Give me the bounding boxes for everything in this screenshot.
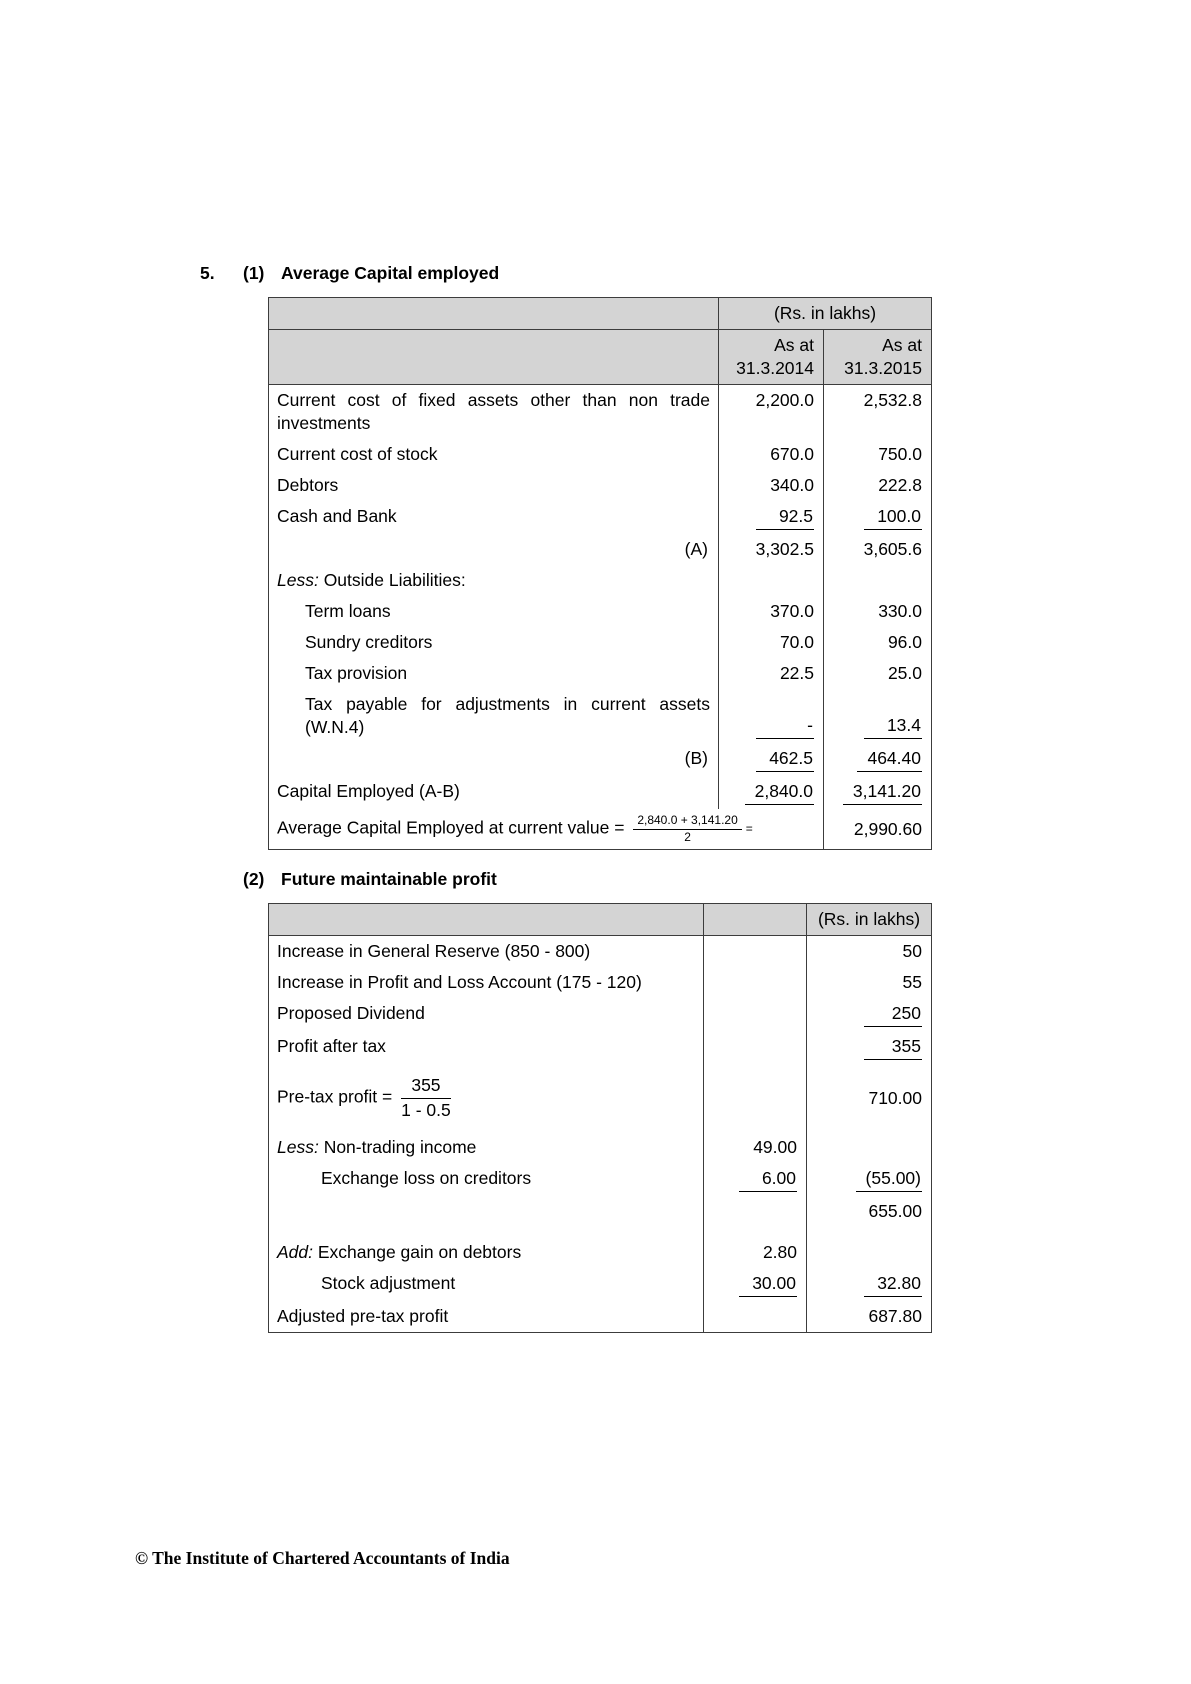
table-row <box>269 658 932 689</box>
value-mid <box>704 1301 807 1333</box>
value-2015: 2,532.8 <box>824 385 932 440</box>
value-2014: 370.0 <box>719 596 824 627</box>
units-header-row <box>269 904 932 936</box>
value-total: 32.80 <box>807 1268 932 1301</box>
row-label <box>269 1196 704 1237</box>
table-row <box>269 1132 932 1163</box>
empty-header-cell <box>704 904 807 936</box>
value-2015: 222.8 <box>824 470 932 501</box>
pretax-profit-row <box>269 1064 932 1132</box>
value-total: 687.80 <box>807 1301 932 1333</box>
average-capital-table <box>268 297 932 850</box>
value-total: 50 <box>807 936 932 968</box>
value-2014: 92.5 <box>719 501 824 534</box>
row-label: Debtors <box>277 475 339 495</box>
table-row <box>269 1301 932 1333</box>
value-total <box>807 1132 932 1163</box>
total-row <box>269 776 932 809</box>
row-label: Less: Outside Liabilities: <box>277 570 466 590</box>
value-2015: 330.0 <box>824 596 932 627</box>
value-total: 55 <box>807 967 932 998</box>
fraction: $\frac{355}{1 - 0.5}$ <box>401 1075 451 1120</box>
row-label: Current cost of stock <box>277 444 438 464</box>
empty-header-cell <box>269 330 719 385</box>
column-header-row <box>269 330 932 385</box>
value-2014: - <box>719 689 824 743</box>
value-total <box>807 1237 932 1268</box>
copyright-footer: © The Institute of Chartered Accountants of India <box>135 1548 510 1568</box>
section-heading-1 <box>200 262 960 284</box>
table-row <box>269 1031 932 1064</box>
section-heading-2 <box>243 868 960 890</box>
table-row <box>269 1163 932 1196</box>
question-number: 5. <box>200 263 215 283</box>
row-label: Add: Exchange gain on debtors <box>277 1242 522 1262</box>
row-label: (B) <box>684 748 708 768</box>
row-label: Tax provision <box>305 663 408 683</box>
value-mid <box>704 998 807 1031</box>
value-2014: 22.5 <box>719 658 824 689</box>
value-2015 <box>824 565 932 596</box>
value-2015: 2,990.60 <box>824 809 932 850</box>
value-total: (55.00) <box>807 1163 932 1196</box>
average-row <box>269 809 932 850</box>
value-2014 <box>719 565 824 596</box>
table-row <box>269 689 932 743</box>
value-2015: 100.0 <box>824 501 932 534</box>
value-2015: 13.4 <box>824 689 932 743</box>
row-label: Average Capital Employed at current value = $\frac{2,840.0 + 3,141.20}{2}$ = <box>277 813 753 844</box>
value-mid: 49.00 <box>704 1132 807 1163</box>
value-mid: 2.80 <box>704 1237 807 1268</box>
table-row <box>269 439 932 470</box>
value-2015: 25.0 <box>824 658 932 689</box>
table-row <box>269 501 932 534</box>
empty-header-cell <box>269 298 719 330</box>
row-label: Exchange loss on creditors <box>321 1168 532 1188</box>
table-row <box>269 1237 932 1268</box>
row-label: Pre-tax profit = $\frac{355}{1 - 0.5}$ <box>277 1075 451 1120</box>
row-label: Profit after tax <box>277 1036 386 1056</box>
subtotal-row-A <box>269 534 932 565</box>
value-total: 355 <box>807 1031 932 1064</box>
value-mid <box>704 1196 807 1237</box>
table-row <box>269 385 932 440</box>
table-row <box>269 1268 932 1301</box>
col-header-2015: As at 31.3.2015 <box>824 330 932 385</box>
value-mid: 30.00 <box>704 1268 807 1301</box>
section-title-2: Future maintainable profit <box>281 869 497 889</box>
value-2014: 70.0 <box>719 627 824 658</box>
value-2014: 3,302.5 <box>719 534 824 565</box>
row-label: Cash and Bank <box>277 506 397 526</box>
section-title-1: Average Capital employed <box>281 263 500 283</box>
units-header-row <box>269 298 932 330</box>
value-mid <box>704 1064 807 1132</box>
table-row <box>269 936 932 968</box>
table-row <box>269 565 932 596</box>
value-2014: 340.0 <box>719 470 824 501</box>
value-2014: 670.0 <box>719 439 824 470</box>
row-label: Increase in Profit and Loss Account (175 - 120) <box>277 972 642 992</box>
table-row <box>269 596 932 627</box>
row-label: Adjusted pre-tax profit <box>277 1306 449 1326</box>
row-label: Tax payable for adjustments in current assets (W.N.4) <box>305 694 710 737</box>
subsection-number-2: (2) <box>243 869 265 889</box>
row-label: Increase in General Reserve (850 - 800) <box>277 941 591 961</box>
row-label: Current cost of fixed assets other than non trade investments <box>277 390 710 433</box>
table-row <box>269 1196 932 1237</box>
row-label: Stock adjustment <box>321 1273 456 1293</box>
row-label: Term loans <box>305 601 391 621</box>
row-label: Less: Non-trading income <box>277 1137 477 1157</box>
table-row <box>269 998 932 1031</box>
row-label: Capital Employed (A-B) <box>277 781 460 801</box>
value-2015: 3,141.20 <box>824 776 932 809</box>
value-2015: 464.40 <box>824 743 932 776</box>
page-content <box>200 262 960 1333</box>
units-label: (Rs. in lakhs) <box>807 904 932 936</box>
value-mid: 6.00 <box>704 1163 807 1196</box>
value-2015: 750.0 <box>824 439 932 470</box>
value-total: 655.00 <box>807 1196 932 1237</box>
col-header-2014: As at 31.3.2014 <box>719 330 824 385</box>
row-label: (A) <box>684 539 708 559</box>
empty-header-cell <box>269 904 704 936</box>
table-row <box>269 470 932 501</box>
value-total: 710.00 <box>807 1064 932 1132</box>
value-2014: 2,840.0 <box>719 776 824 809</box>
value-mid <box>704 936 807 968</box>
table-row <box>269 627 932 658</box>
row-label: Sundry creditors <box>305 632 433 652</box>
value-2015: 96.0 <box>824 627 932 658</box>
row-label: Proposed Dividend <box>277 1003 425 1023</box>
subtotal-row-B <box>269 743 932 776</box>
value-2014: 462.5 <box>719 743 824 776</box>
value-mid <box>704 967 807 998</box>
table-row <box>269 967 932 998</box>
units-label: (Rs. in lakhs) <box>719 298 932 330</box>
fraction: $\frac{2,840.0 + 3,141.20}{2}$ <box>633 813 741 845</box>
value-mid <box>704 1031 807 1064</box>
value-total: 250 <box>807 998 932 1031</box>
subsection-number-1: (1) <box>243 263 265 283</box>
value-2014: 2,200.0 <box>719 385 824 440</box>
future-profit-table <box>268 903 932 1333</box>
value-2015: 3,605.6 <box>824 534 932 565</box>
